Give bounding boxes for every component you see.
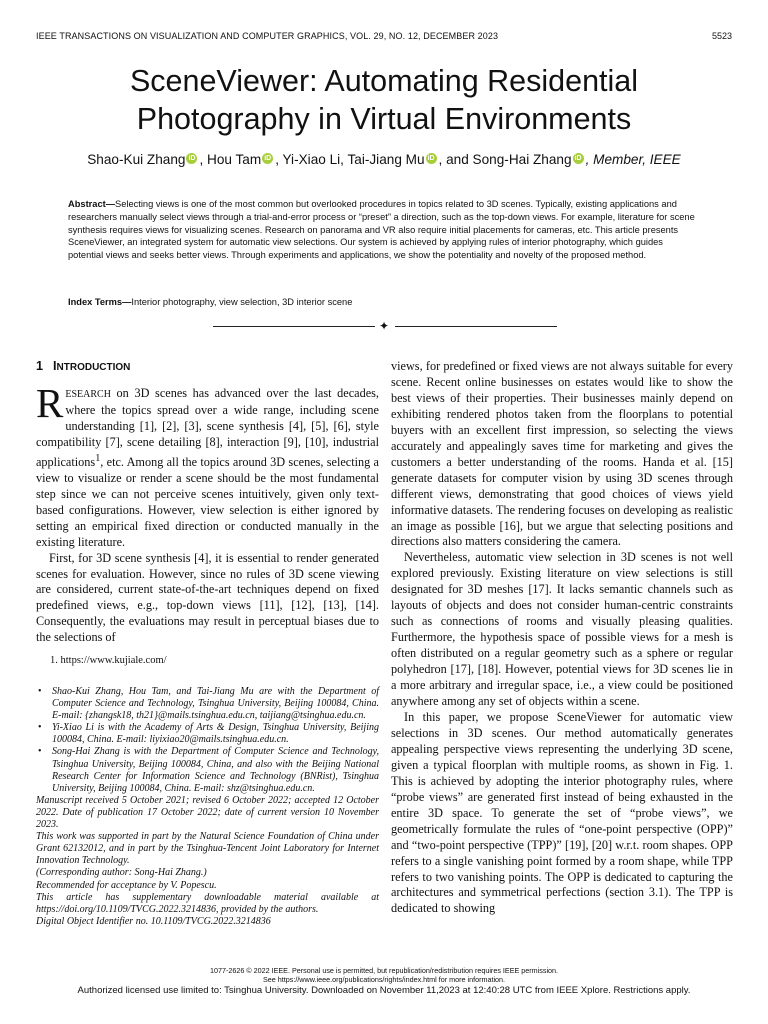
section-title-rest: NTRODUCTION	[56, 362, 131, 373]
affiliation-item: • Song-Hai Zhang is with the Department of Computer Science and Technology, Tsinghua University, Beijing 100084, China, and also with the Beijing National Research Center for Information Science and Technology (BNRist), Tsinghua University, Beijing 100084, China. E-mail: shz@tsinghua.edu.cn.	[52, 746, 379, 794]
journal-header: IEEE TRANSACTIONS ON VISUALIZATION AND COMPUTER GRAPHICS, VOL. 29, NO. 12, DECEMBER 2023	[36, 31, 499, 41]
separator-line-left	[213, 326, 375, 327]
paragraph	[36, 379, 379, 551]
page-number: 5523	[711, 31, 732, 41]
right-column	[391, 359, 733, 917]
index-terms-label: Index Terms—	[68, 297, 132, 307]
footnote-ref[interactable]: 1	[95, 452, 101, 464]
title-line-1: SceneViewer: Automating Residential	[129, 64, 639, 98]
author-name[interactable]: , and Song-Hai Zhang	[438, 152, 572, 167]
affiliation-item: • Shao-Kui Zhang, Hou Tam, and Tai-Jiang Mu are with the Department of Computer Science and Technology, Tsinghua University, Beijing 100084, China. E-mail: {zhangsk18, th21}@mails.tsinghua.edu.cn, taijiang@tsinghua.edu.cn.	[52, 686, 379, 722]
separator-diamond-icon: ✦	[379, 319, 390, 333]
section-heading	[36, 359, 379, 376]
orcid-icon[interactable]: iD	[264, 155, 272, 162]
affiliation-list	[36, 686, 379, 795]
author-list	[0, 152, 768, 167]
paragraph: views, for predefined or fixed views are not always suitable for every scene. Recent online businesses on estates would like to show the best views of their properties. Their businesses mainly depend on exhibiting rendered photos taken from the floorplans to potential buyers with an excellent first impression, so selecting the views accurately and appealingly saves time for marketing and gives the customers a better understanding of the rooms. Handa et al. [15] generate datasets for computer vision by using 3D scenes through different views, demonstrating that good choices of views yield informative datasets. The rendering focuses on developing as realistic an image as possible [16], but we argue that selecting positions and directions also matters considering the camera.	[391, 359, 733, 549]
note-line: Digital Object Identifier no. 10.1109/TVCG.2022.3214836	[36, 915, 271, 927]
paragraph-text: on 3D scenes has advanced over the last decades, where the topics spread over a wide range, including scene understanding [1], [2], [3], scene synthesis [4], [5], [6], style compatibility [7], scene detailing [8], interaction [9], [10], industrial applications	[36, 385, 379, 469]
orcid-icon[interactable]: iD	[188, 155, 196, 162]
author-membership: , Member, IEEE	[585, 152, 681, 167]
abstract	[68, 198, 700, 262]
paragraph-text: , etc. Among all the topics around 3D scenes, selecting a view to visualize or render a scene should be the most fundamental step since we can not perceive scenes intuitively, given only text-based configurations. However, view selection is either ignored by setting an empirical fixed direction or conducted manually in the existing literature.	[36, 454, 379, 549]
section-title-initial: I	[53, 359, 57, 373]
section-number: 1	[36, 359, 44, 373]
author-name[interactable]: Shao-Kui Zhang	[87, 152, 186, 167]
note-line: (Corresponding author: Song-Hai Zhang.)	[36, 867, 207, 879]
author-name[interactable]: , Yi-Xiao Li, Tai-Jiang Mu	[275, 152, 425, 167]
orcid-icon[interactable]: iD	[574, 155, 582, 162]
paper-title	[0, 62, 768, 138]
copyright-line-2[interactable]: See https://www.ieee.org/publications/rights/index.html for more information.	[262, 975, 506, 984]
smallcaps-text: ESEARCH	[65, 388, 111, 400]
orcid-icon[interactable]: iD	[427, 155, 435, 162]
note-line[interactable]: This article has supplementary downloadable material available at https://doi.org/10.1109/TVCG.2022.3214836, provided by the authors.	[36, 891, 379, 915]
footnote: 1. https://www.kujiale.com/	[50, 655, 167, 666]
index-terms-text: Interior photography, view selection, 3D interior scene	[131, 297, 353, 307]
note-line: Manuscript received 5 October 2021; revised 6 October 2022; accepted 12 October 2022. Date of publication 17 October 2022; date of current version 10 November 2023.	[36, 794, 379, 831]
section-separator	[213, 319, 557, 333]
index-terms	[68, 297, 700, 307]
affiliation-item: • Yi-Xiao Li is with the Academy of Arts & Design, Tsinghua University, Beijing 100084, China. E-mail: liyixiao20@mails.tsinghua.edu.cn.	[52, 722, 379, 746]
license-footer: Authorized licensed use limited to: Tsinghua University. Downloaded on November 11,2023 at 12:40:28 UTC from IEEE Xplore. Restrictions apply.	[77, 985, 691, 996]
copyright-notice	[0, 966, 768, 984]
author-name[interactable]: , Hou Tam	[199, 152, 262, 167]
paragraph: First, for 3D scene synthesis [4], it is essential to render generated scenes for evaluation. However, since no rules of 3D scene viewing are considered, current state-of-the-art techniques depend on fixed predefined views, e.g., top-down views [11], [12], [13], [14]. Consequently, the evaluations may result in perceptual biases due to the selections of	[36, 550, 379, 645]
note-line: Recommended for acceptance by V. Popescu.	[36, 879, 217, 891]
copyright-line-1: 1077-2626 © 2022 IEEE. Personal use is permitted, but republication/redistribution requires IEEE permission.	[209, 966, 559, 975]
abstract-text: Selecting views is one of the most common but overlooked procedures in topics related to 3D scenes. Typically, existing applications and researchers manually select views through a trial-and-error process or “preset” a direction, such as the top-down views. For example, literature for scene synthesis requires views for visualizing scenes. Research on panorama and VR also require initial placements for cameras, etc. This article presents SceneViewer, an integrated system for automatic view selections. Our system is achieved by applying rules of interior photography, which guides potential views and seeks better views. Through experiments and applications, we show the potentiality and novelty of the proposed method.	[68, 199, 695, 261]
note-line: This work was supported in part by the Natural Science Foundation of China under Grant 62132012, and in part by the Tsinghua-Tencent Joint Laboratory for Internet Innovation Technology.	[36, 831, 379, 867]
affiliations-block	[36, 686, 379, 928]
manuscript-notes	[36, 795, 379, 928]
left-column	[36, 359, 379, 646]
title-line-2: Photography in Virtual Environments	[136, 102, 632, 136]
paragraph: Nevertheless, automatic view selection in 3D scenes is not well explored previously. Existing literature on view selections is still designated for 3D meshes [17]. It lacks semantic channels such as layouts of objects and does not consider human-centric constraints such as connections of rooms and visually pleasing qualities. Furthermore, the hypothesis space of possible views for a mesh is often distributed on a regular geometry such as a sphere or regular polyhedron [17], [18]. However, potential views for 3D scenes lie in a more arbitrary and irregular space, i.e., a view could be positioned anywhere among any set of objects within a scene.	[391, 550, 733, 709]
drop-cap: R	[36, 379, 64, 426]
paragraph: In this paper, we propose SceneViewer for automatic view selections in 3D scenes. Our method automatically generates appealing perspective views representing the underlying 3D scene, given a typical floorplan with multiple rooms, as shown in Fig. 1. This is achieved by adopting the interior photography rules, where “probe views” are generated first instead of being exhausted in the entire 3D space. To generate the set of “probe views”, we geometrically formulate the rules of “one-point perspective (OPP)” and “two-point perspective (TPP)” [19], [20] w.r.t. room shapes. OPP refers to a single vanishing point formed by a room shape, while TPP refers to two vanishing points. The OPP is dedicated to capturing the architectures and symmetrical perfections (section 3.1). The TPP is dedicated to showing	[391, 709, 733, 916]
separator-line-right	[395, 326, 557, 327]
abstract-label: Abstract—	[68, 199, 116, 209]
